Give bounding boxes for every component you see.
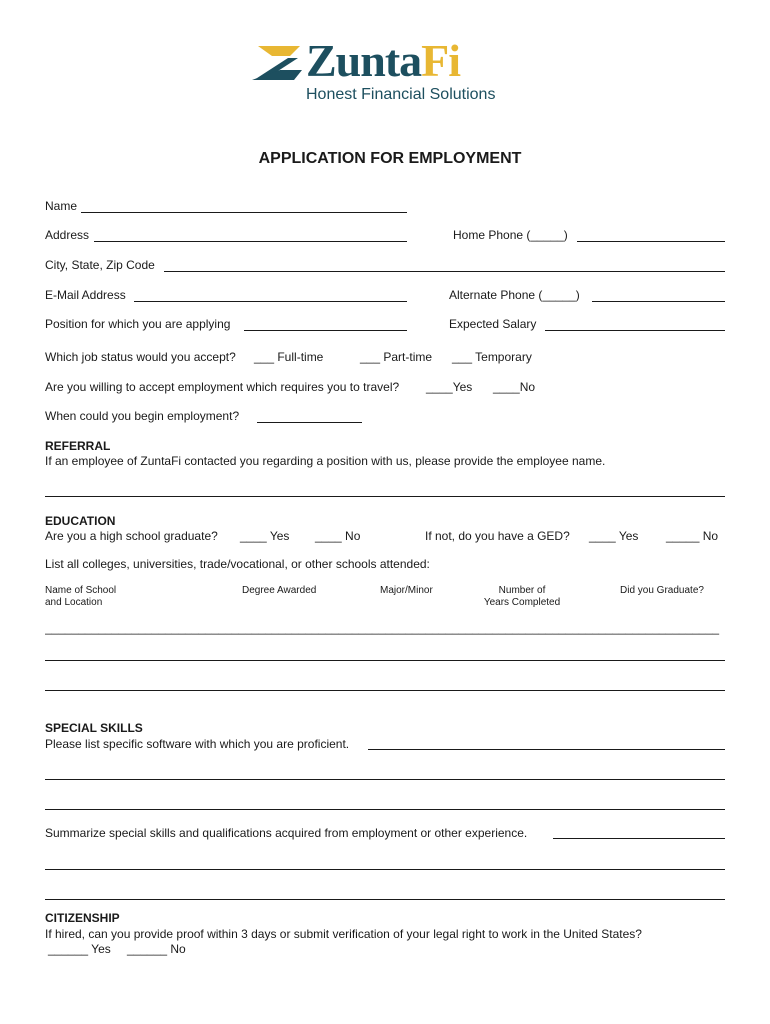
ged-yes-option[interactable]: ____ Yes	[589, 529, 639, 543]
school-row-3[interactable]	[45, 676, 725, 691]
page-title: APPLICATION FOR EMPLOYMENT	[258, 150, 522, 167]
skills-heading: SPECIAL SKILLS	[45, 721, 143, 735]
name-label: Name	[45, 199, 78, 213]
col-school-line2: and Location	[45, 597, 103, 608]
summary-question: Summarize special skills and qualifications acquired from employment or other experience.	[45, 826, 528, 840]
referral-name-field[interactable]	[45, 482, 725, 497]
name-field[interactable]	[81, 198, 407, 213]
city-label: City, State, Zip Code	[45, 258, 155, 272]
address-field[interactable]	[94, 227, 407, 242]
education-heading: EDUCATION	[45, 514, 116, 528]
logo-wordmark	[306, 34, 460, 87]
travel-question: Are you willing to accept employment which requires you to travel?	[45, 380, 400, 394]
address-label: Address	[45, 228, 90, 242]
summary-line-3[interactable]	[45, 885, 725, 900]
position-label: Position for which you are applying	[45, 317, 231, 331]
summary-field[interactable]	[553, 824, 725, 839]
temporary-option[interactable]: ___ Temporary	[452, 350, 532, 364]
zuntafi-logo-icon	[250, 42, 306, 84]
salary-field[interactable]	[545, 316, 725, 331]
ged-question: If not, do you have a GED?	[425, 529, 570, 543]
referral-heading: REFERRAL	[45, 439, 111, 453]
col-school	[45, 585, 116, 609]
home-phone-field[interactable]	[577, 227, 725, 242]
job-status-question: Which job status would you accept?	[45, 350, 236, 364]
begin-question: When could you begin employment?	[45, 409, 240, 423]
schools-list-text: List all colleges, universities, trade/vocational, or other schools attended:	[45, 557, 430, 571]
col-school-line1: Name of School	[45, 585, 117, 596]
citizenship-heading: CITIZENSHIP	[45, 911, 120, 925]
parttime-option[interactable]: ___ Part-time	[360, 350, 433, 364]
hs-no-option[interactable]: ____ No	[315, 529, 361, 543]
citizenship-question: If hired, can you provide proof within 3 days or submit verification of your legal right to work in the United States?	[45, 927, 642, 941]
ged-no-option[interactable]: _____ No	[666, 529, 719, 543]
salary-label: Expected Salary	[449, 317, 537, 331]
school-row-2[interactable]	[45, 646, 725, 661]
logo-tagline: Honest Financial Solutions	[306, 86, 496, 103]
software-question: Please list specific software with which you are proficient.	[45, 737, 350, 751]
position-field[interactable]	[244, 316, 407, 331]
col-years	[470, 585, 574, 609]
col-degree: Degree Awarded	[242, 585, 317, 596]
logo-name-main: Zunta	[306, 35, 422, 86]
summary-line-2[interactable]	[45, 855, 725, 870]
home-phone-label: Home Phone (_____)	[453, 228, 568, 242]
referral-text: If an employee of ZuntaFi contacted you regarding a position with us, please provide the employee name.	[45, 454, 606, 468]
hs-question: Are you a high school graduate?	[45, 529, 218, 543]
alt-phone-label: Alternate Phone (_____)	[449, 288, 580, 302]
software-line-3[interactable]	[45, 795, 725, 810]
travel-yes-option[interactable]: ____Yes	[426, 380, 473, 394]
email-field[interactable]	[134, 287, 407, 302]
school-row-1[interactable]: _____________________________________________________________________________________________________	[45, 621, 720, 635]
logo-name-accent: Fi	[421, 35, 461, 86]
software-line-2[interactable]	[45, 765, 725, 780]
col-major: Major/Minor	[380, 585, 433, 596]
col-graduate: Did you Graduate?	[620, 585, 704, 596]
citizenship-no-option[interactable]: ______ No	[127, 942, 186, 956]
travel-no-option[interactable]: ____No	[493, 380, 536, 394]
software-field[interactable]	[368, 735, 725, 750]
citizenship-yes-option[interactable]: ______ Yes	[48, 942, 111, 956]
col-years-line1: Number of	[498, 585, 546, 596]
begin-date-field[interactable]	[257, 408, 362, 423]
col-years-line2: Years Completed	[483, 597, 561, 608]
fulltime-option[interactable]: ___ Full-time	[254, 350, 324, 364]
email-label: E-Mail Address	[45, 288, 126, 302]
hs-yes-option[interactable]: ____ Yes	[240, 529, 290, 543]
alt-phone-field[interactable]	[592, 287, 725, 302]
city-field[interactable]	[164, 257, 725, 272]
